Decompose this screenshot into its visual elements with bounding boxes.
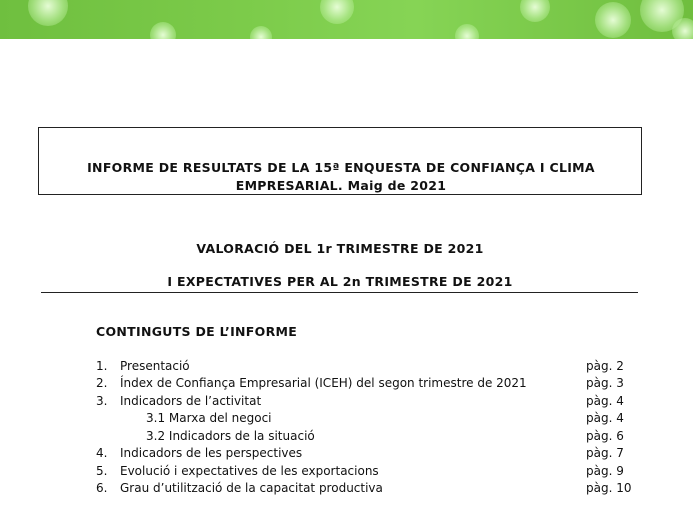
toc-item[interactable] bbox=[96, 464, 636, 481]
section-heading-valuation: VALORACIÓ DEL 1r TRIMESTRE DE 2021 bbox=[196, 241, 484, 256]
toc-item[interactable] bbox=[96, 446, 636, 463]
toc-item-label: Indicadors de l’activitat bbox=[120, 394, 262, 408]
toc-item-label: Grau d’utilització de la capacitat productiva bbox=[120, 481, 383, 495]
toc-item-label: 3.1 Marxa del negoci bbox=[146, 411, 272, 425]
toc-item-number: 6. bbox=[96, 481, 108, 495]
banner-light-spot bbox=[320, 0, 354, 24]
banner-light-spot bbox=[250, 26, 272, 39]
report-title-line-1: INFORME DE RESULTATS DE LA 15ª ENQUESTA DE CONFIANÇA I CLIMA bbox=[87, 160, 595, 175]
toc-item-label: Indicadors de les perspectives bbox=[120, 446, 303, 460]
heading-divider bbox=[41, 292, 638, 293]
banner-light-spot bbox=[520, 0, 550, 22]
toc-item-label: Presentació bbox=[120, 359, 190, 373]
header-banner bbox=[0, 0, 693, 39]
toc-item-number: 2. bbox=[96, 376, 108, 390]
banner-light-spot bbox=[150, 22, 176, 39]
toc-subitem[interactable] bbox=[96, 429, 636, 446]
report-title-line-2: EMPRESARIAL. Maig de 2021 bbox=[235, 178, 447, 193]
banner-light-spot bbox=[672, 18, 693, 39]
toc-title: CONTINGUTS DE L’INFORME bbox=[96, 324, 298, 339]
toc-item-page: pàg. 2 bbox=[586, 359, 624, 373]
toc-item-number: 1. bbox=[96, 359, 108, 373]
toc-item-page: pàg. 10 bbox=[586, 481, 632, 495]
toc-item-page: pàg. 4 bbox=[586, 394, 624, 408]
banner-light-spot bbox=[455, 24, 479, 39]
toc-item[interactable] bbox=[96, 359, 636, 376]
toc-item-number: 5. bbox=[96, 464, 108, 478]
toc-item-page: pàg. 4 bbox=[586, 411, 624, 425]
toc-item-page: pàg. 3 bbox=[586, 376, 624, 390]
toc-item-number: 4. bbox=[96, 446, 108, 460]
toc-item-page: pàg. 7 bbox=[586, 446, 624, 460]
toc-item-label: 3.2 Indicadors de la situació bbox=[146, 429, 315, 443]
section-heading-expectations: I EXPECTATIVES PER AL 2n TRIMESTRE DE 2021 bbox=[167, 274, 513, 289]
toc-item[interactable] bbox=[96, 376, 636, 393]
report-title-box bbox=[38, 127, 642, 195]
toc-item-page: pàg. 9 bbox=[586, 464, 624, 478]
toc-item-label: Índex de Confiança Empresarial (ICEH) del segon trimestre de 2021 bbox=[120, 376, 527, 390]
toc-subitem[interactable] bbox=[96, 411, 636, 428]
toc-item[interactable] bbox=[96, 394, 636, 411]
toc-item-label: Evolució i expectatives de les exportacions bbox=[120, 464, 379, 478]
toc-item-number: 3. bbox=[96, 394, 108, 408]
toc-item-page: pàg. 6 bbox=[586, 429, 624, 443]
banner-light-spot bbox=[28, 0, 68, 26]
toc-item[interactable] bbox=[96, 481, 636, 498]
banner-light-spot bbox=[595, 2, 631, 38]
